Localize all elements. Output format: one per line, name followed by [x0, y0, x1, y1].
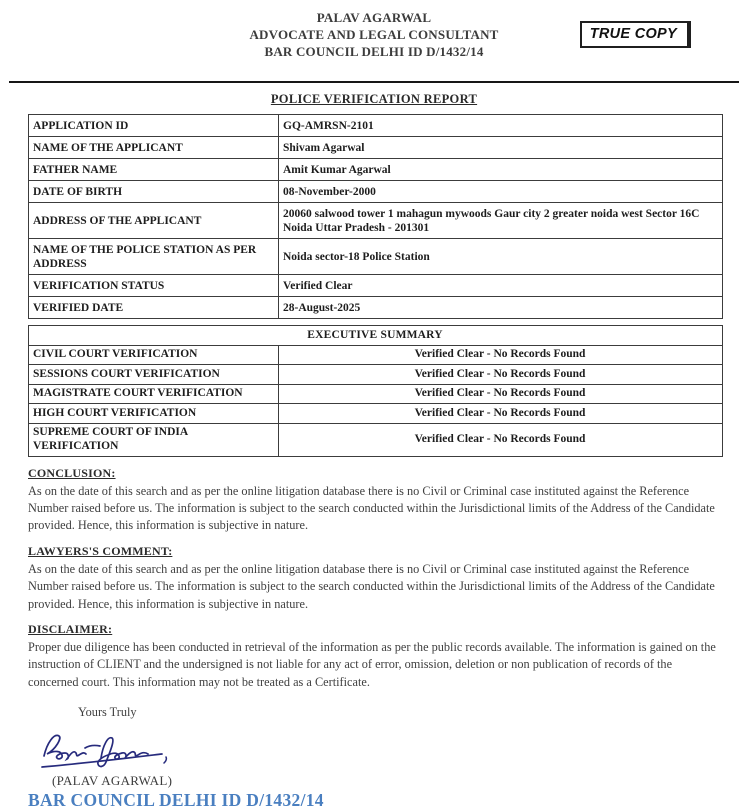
- row-label: NAME OF THE POLICE STATION AS PER ADDRESS: [29, 239, 279, 275]
- table-row: [29, 404, 723, 424]
- row-value: GQ-AMRSN-2101: [279, 115, 723, 137]
- section-lawyers-comment: [28, 544, 722, 613]
- row-value: 08-November-2000: [279, 181, 723, 203]
- row-label: SUPREME COURT OF INDIA VERIFICATION: [29, 423, 279, 456]
- section-heading: LAWYERS'S COMMENT:: [28, 543, 173, 558]
- section-disclaimer: [28, 622, 722, 691]
- row-value: 20060 salwood tower 1 mahagun mywoods Gaur city 2 greater noida west Sector 16C Noida Uttar Pradesh - 201301: [279, 203, 723, 239]
- bar-council-footer: BAR COUNCIL DELHI ID D/1432/14: [28, 790, 324, 811]
- section-body: As on the date of this search and as per the online litigation database there is no Civil or Criminal case instituted against the Reference Number raised before us. The information is subject to the search conducted within the Jurisdictional limits of the Address of the Candidate provided. Hence, this information is subjective in nature.: [28, 561, 715, 611]
- row-label: VERIFIED DATE: [29, 297, 279, 319]
- report-title: POLICE VERIFICATION REPORT: [270, 92, 478, 106]
- table-row: [29, 326, 723, 346]
- advocate-name: PALAV AGARWAL: [316, 10, 432, 25]
- true-copy-label: TRUE COPY: [589, 26, 677, 42]
- table-row: [29, 423, 723, 456]
- row-value: 28-August-2025: [279, 297, 723, 319]
- applicant-table: [28, 114, 723, 319]
- row-value: Verified Clear - No Records Found: [279, 423, 723, 456]
- row-value: Verified Clear: [279, 275, 723, 297]
- advocate-role: ADVOCATE AND LEGAL CONSULTANT: [249, 27, 499, 42]
- executive-summary-table: [28, 325, 723, 457]
- table-row: [29, 137, 723, 159]
- table-row: [29, 239, 723, 275]
- row-value: Noida sector-18 Police Station: [279, 239, 723, 275]
- section-heading: CONCLUSION:: [28, 465, 116, 480]
- row-value: Verified Clear - No Records Found: [279, 404, 723, 424]
- table-row: [29, 203, 723, 239]
- table-row: [29, 275, 723, 297]
- table-row: [29, 365, 723, 385]
- section-conclusion: [28, 466, 722, 535]
- row-value: Verified Clear - No Records Found: [279, 345, 723, 365]
- row-label: NAME OF THE APPLICANT: [29, 137, 279, 159]
- row-value: Verified Clear - No Records Found: [279, 384, 723, 404]
- signatory-name: (PALAV AGARWAL): [52, 773, 173, 789]
- true-copy-stamp: [580, 21, 691, 48]
- row-value: Amit Kumar Agarwal: [279, 159, 723, 181]
- bar-council-id-header: BAR COUNCIL DELHI ID D/1432/14: [264, 44, 484, 59]
- row-label: ADDRESS OF THE APPLICANT: [29, 203, 279, 239]
- row-value: Shivam Agarwal: [279, 137, 723, 159]
- section-heading: DISCLAIMER:: [28, 621, 113, 636]
- table-row: [29, 181, 723, 203]
- row-label: CIVIL COURT VERIFICATION: [29, 345, 279, 365]
- row-label: SESSIONS COURT VERIFICATION: [29, 365, 279, 385]
- row-label: VERIFICATION STATUS: [29, 275, 279, 297]
- section-body: Proper due diligence has been conducted in retrieval of the information as per the public records available. The information is gained on the instruction of CLIENT and the undersigned is not liable for any act of error, omission, deletion or non publication of records of the concerned court. This information may not be treated as a Certificate.: [28, 639, 716, 689]
- row-label: HIGH COURT VERIFICATION: [29, 404, 279, 424]
- document-page: [0, 9, 748, 811]
- section-body: As on the date of this search and as per the online litigation database there is no Civil or Criminal case instituted against the Reference Number raised before us. The information is subject to the search conducted within the Jurisdictional limits of the Address of the Candidate provided. Hence, this information is subjective in nature.: [28, 483, 715, 533]
- signature-image: [38, 723, 748, 773]
- header-divider: [9, 81, 739, 83]
- row-label: DATE OF BIRTH: [29, 181, 279, 203]
- table-row: [29, 115, 723, 137]
- table-row: [29, 384, 723, 404]
- signature-comma: [164, 757, 166, 763]
- table-row: [29, 159, 723, 181]
- row-label: APPLICATION ID: [29, 115, 279, 137]
- row-label: FATHER NAME: [29, 159, 279, 181]
- table-row: [29, 345, 723, 365]
- closing-text: Yours Truly: [78, 705, 137, 720]
- signature-stroke: [44, 736, 86, 760]
- table-row: [29, 297, 723, 319]
- row-value: Verified Clear - No Records Found: [279, 365, 723, 385]
- executive-summary-header: EXECUTIVE SUMMARY: [29, 326, 723, 346]
- row-label: MAGISTRATE COURT VERIFICATION: [29, 384, 279, 404]
